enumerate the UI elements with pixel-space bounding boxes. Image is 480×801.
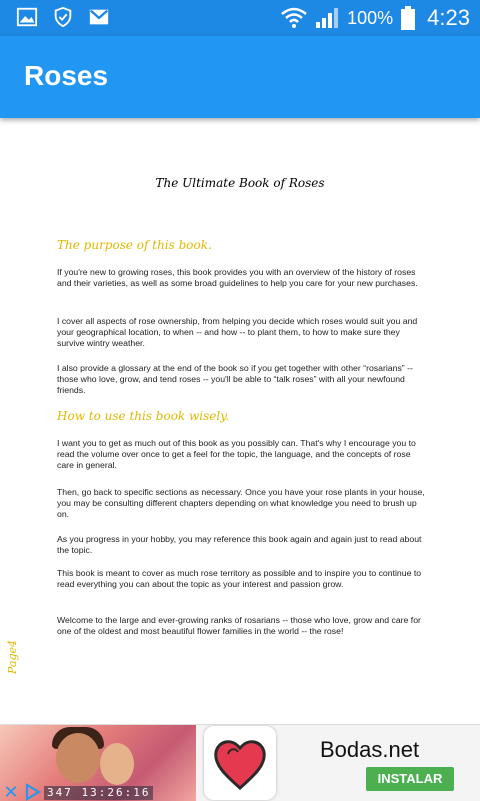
ad-banner[interactable] [0, 724, 480, 801]
paragraph-1: If you're new to growing roses, this book provides you with an overview of the history of roses and their varieties, as well as some broad guidelines to help you care for your new purchases. [57, 267, 418, 288]
clock: 4:23 [427, 5, 470, 30]
book-title: The Ultimate Book of Roses [155, 176, 325, 190]
page-number-label: Page4 [6, 639, 19, 674]
wifi-icon [281, 7, 307, 29]
section-heading-purpose: The purpose of this book. [57, 238, 212, 252]
shield-icon [52, 6, 74, 28]
adchoices-icon[interactable] [24, 783, 42, 801]
gmail-icon [88, 6, 110, 28]
battery-percent: 100% [347, 7, 394, 28]
ad-counter: 347 13:26:16 [44, 786, 153, 800]
document-page[interactable] [0, 118, 480, 724]
install-button[interactable]: INSTALAR [366, 767, 454, 791]
ad-brand-name[interactable]: Bodas.net [320, 737, 420, 762]
app-logo[interactable] [204, 726, 276, 800]
paragraph-2: I cover all aspects of rose ownership, from helping you decide which roses would suit you and your geographical location, to when -- and how -- to plant them, to how to make sure they survive wintry weather. [57, 316, 418, 348]
paragraph-4: I want you to get as much out of this book as you possibly can. That's why I encourage you to read the volume over once to get a feel for the topic, the language, and the concepts of rose care in general. [57, 438, 416, 470]
status-bar [0, 0, 480, 36]
paragraph-5: Then, go back to specific sections as necessary. Once you have your rose plants in your house, you may be consulting different chapters depending on what knowledge you need to brush up on. [57, 487, 425, 519]
paragraph-7: This book is meant to cover as much rose territory as possible and to inspire you to continue to read everything you can about the topic as your interest and passion grow. [57, 568, 422, 589]
paragraph-8: Welcome to the large and ever-growing ranks of rosarians -- those who love, grow and care for one of the oldest and most beautiful flower families in the world -- the rose! [57, 615, 421, 636]
image-icon [16, 6, 38, 28]
section-heading-how-to-use: How to use this book wisely. [57, 409, 230, 423]
app-title: Roses [24, 60, 109, 91]
close-icon[interactable]: ✕ [3, 782, 19, 801]
heart-icon [204, 726, 276, 800]
battery-icon [401, 6, 415, 30]
paragraph-3: I also provide a glossary at the end of the book so if you get together with other “rosarians” -- those who love, grow, and tend roses -- you'll be able to “talk roses” with all your newfound friends. [57, 363, 413, 395]
paragraph-6: As you progress in your hobby, you may reference this book again and again just to read about the topic. [57, 534, 422, 555]
app-bar [0, 36, 480, 118]
signal-icon [315, 7, 339, 29]
